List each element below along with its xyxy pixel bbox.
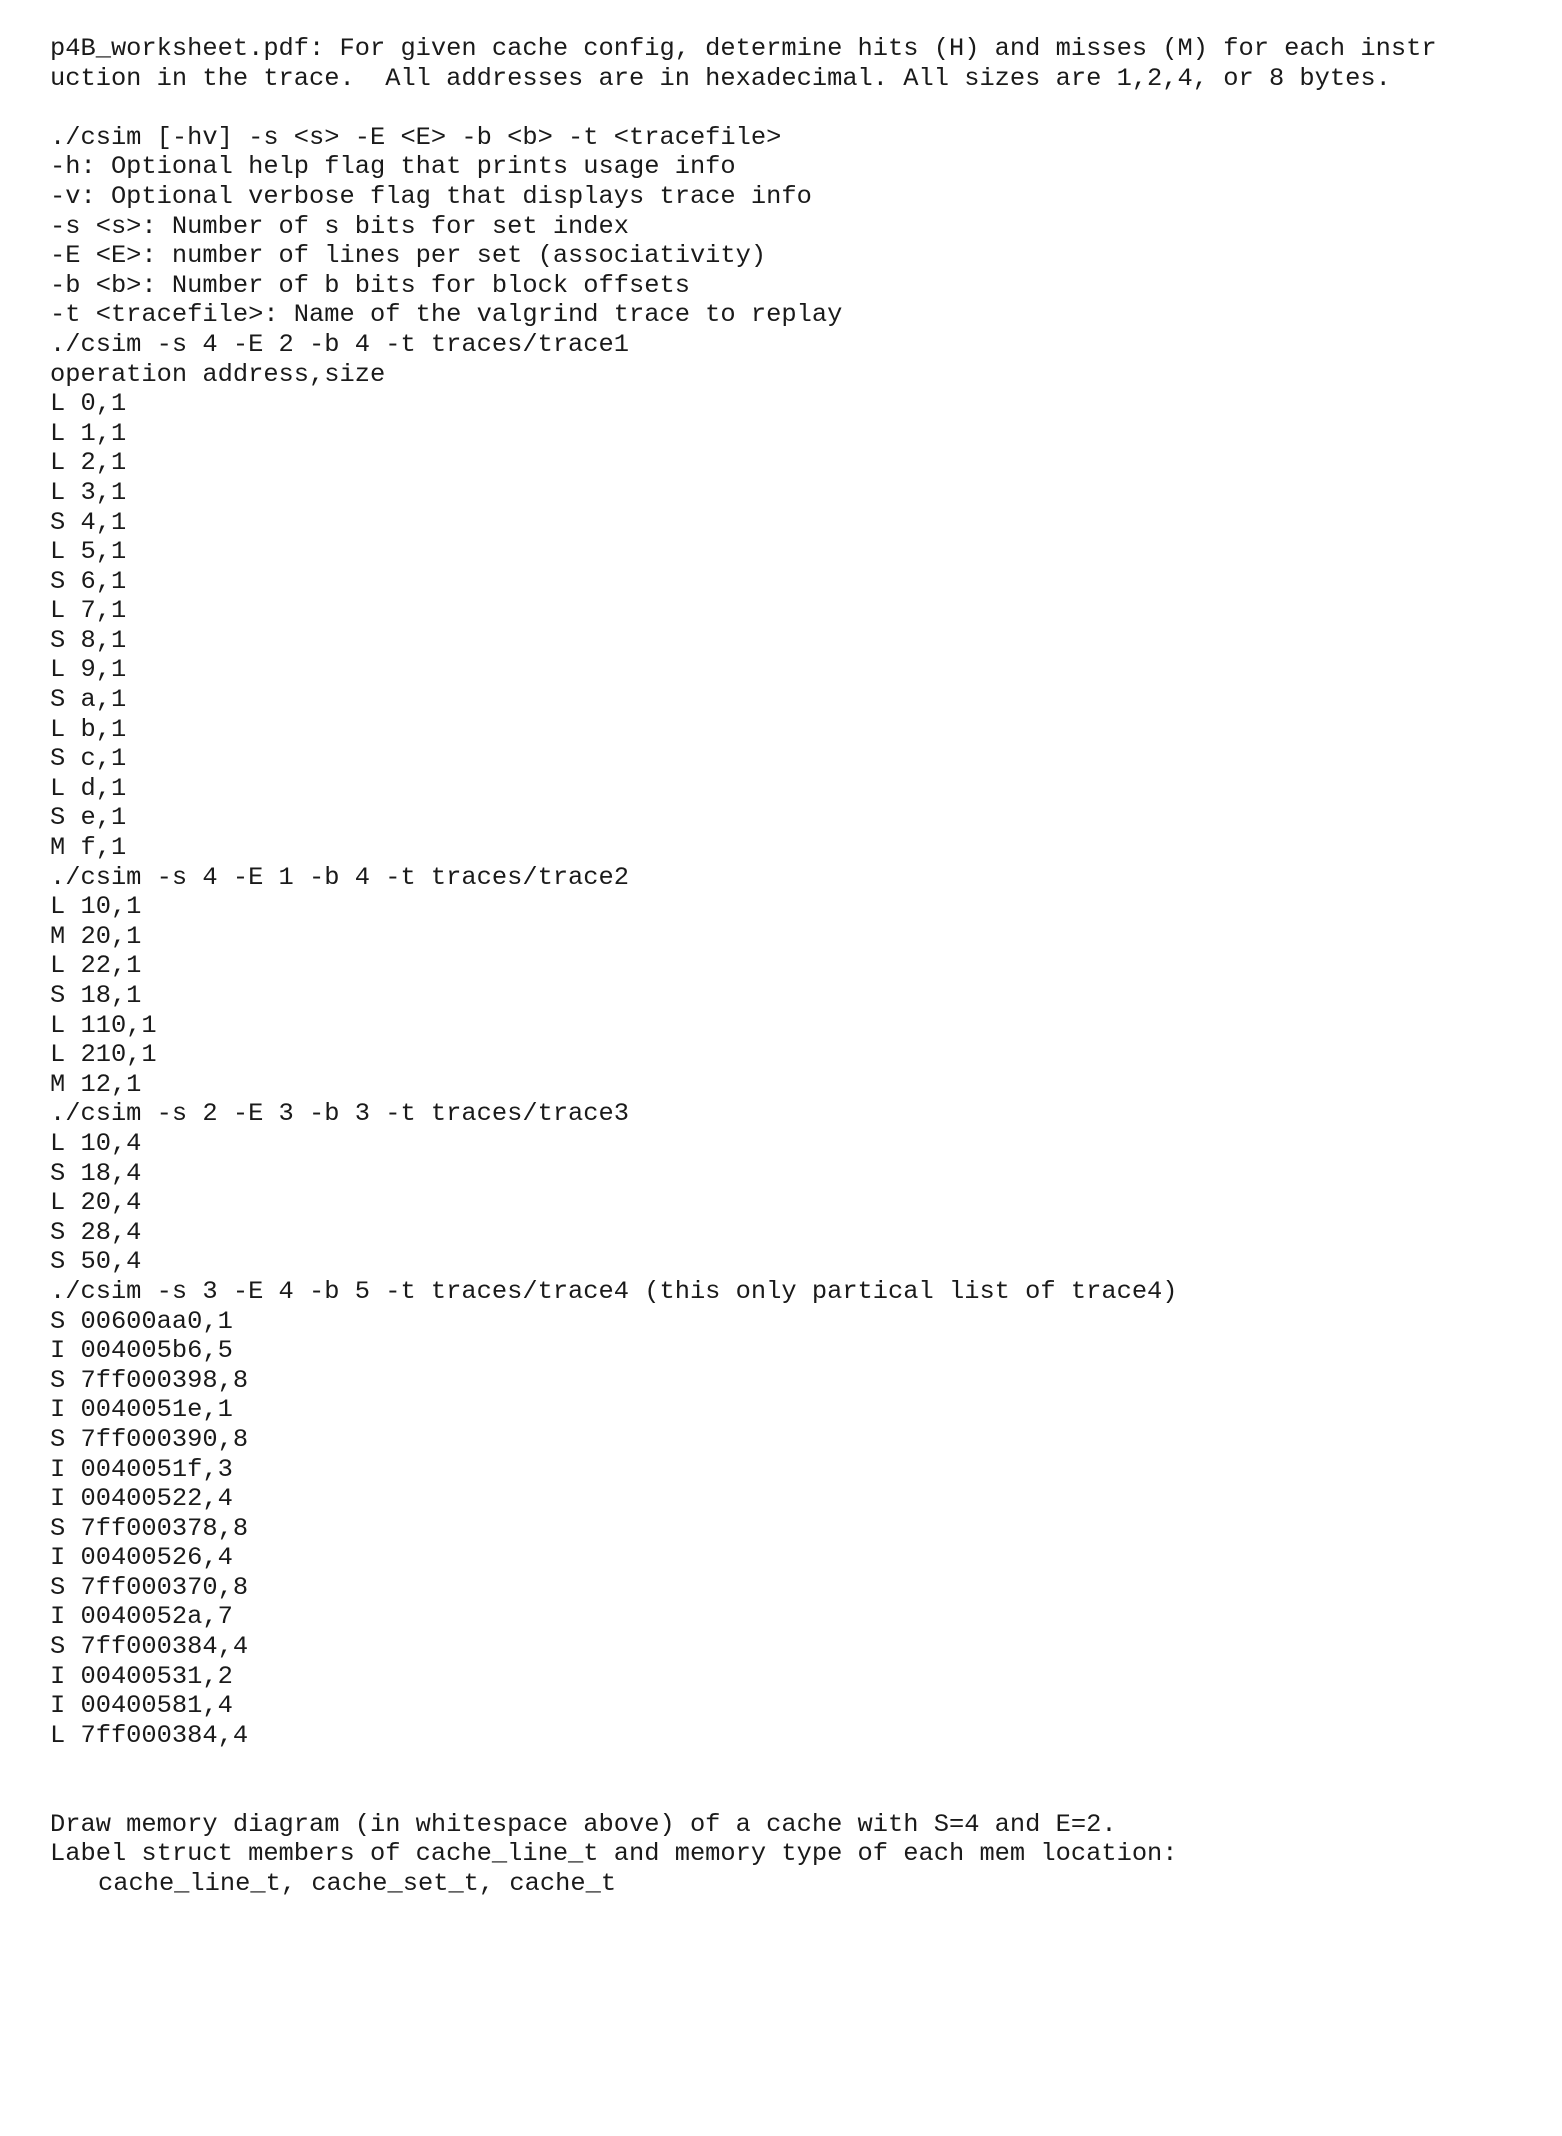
trace3-lines — [50, 1129, 1530, 1277]
trace-line: L 7,1 — [50, 596, 127, 626]
trace1-lines — [50, 389, 1530, 863]
trace-line: L 10,4 — [50, 1128, 142, 1158]
trace-line: S 28,4 — [50, 1217, 142, 1247]
usage-option-e: -E <E>: number of lines per set (associativity) — [50, 241, 767, 271]
trace-line: L 1,1 — [50, 418, 127, 448]
trace-line: L 20,4 — [50, 1188, 142, 1218]
trace-line: S 50,4 — [50, 1247, 142, 1277]
trace-line: I 00400522,4 — [50, 1484, 233, 1514]
spacer — [50, 1750, 1530, 1809]
usage-option-b: -b <b>: Number of b bits for block offsets — [50, 270, 690, 300]
diagram-instructions — [50, 1810, 1530, 1899]
intro-line: p4B_worksheet.pdf: For given cache config, determine hits (H) and misses (M) for each instr — [50, 34, 1437, 63]
trace3-block — [50, 1099, 1530, 1277]
trace-line: S e,1 — [50, 803, 127, 833]
trace-line: L b,1 — [50, 714, 127, 744]
trace-line: L 7ff000384,4 — [50, 1720, 249, 1750]
spacer — [50, 93, 1530, 123]
trace-line: M 12,1 — [50, 1069, 142, 1099]
usage-synopsis: ./csim [-hv] -s <s> -E <E> -b <b> -t <tracefile> — [50, 122, 782, 152]
diagram-instruction-line: Draw memory diagram (in whitespace above) of a cache with S=4 and E=2. — [50, 1809, 1117, 1839]
trace-line: L 5,1 — [50, 537, 127, 567]
usage-block — [50, 123, 1530, 330]
trace-line: S 8,1 — [50, 625, 127, 655]
trace4-lines — [50, 1307, 1530, 1751]
trace-line: S 00600aa0,1 — [50, 1306, 233, 1336]
trace-line: S 7ff000390,8 — [50, 1424, 249, 1454]
trace2-block — [50, 863, 1530, 1100]
trace1-block — [50, 330, 1530, 863]
trace-line: S c,1 — [50, 744, 127, 774]
trace-line: S 7ff000384,4 — [50, 1632, 249, 1662]
trace-line: S 6,1 — [50, 566, 127, 596]
diagram-instruction-line: Label struct members of cache_line_t and memory type of each mem location: — [50, 1839, 1178, 1869]
trace4-command: ./csim -s 3 -E 4 -b 5 -t traces/trace4 (this only partical list of trace4) — [50, 1276, 1178, 1306]
trace-line: S 18,1 — [50, 981, 142, 1010]
trace2-command: ./csim -s 4 -E 1 -b 4 -t traces/trace2 — [50, 862, 630, 892]
trace-line: L 0,1 — [50, 389, 127, 419]
usage-option-h: -h: Optional help flag that prints usage info — [50, 152, 736, 182]
trace4-block — [50, 1277, 1530, 1751]
trace-line: M 20,1 — [50, 921, 142, 951]
trace-line: I 00400581,4 — [50, 1691, 233, 1721]
trace-line: I 00400531,2 — [50, 1661, 233, 1691]
trace-line: L 9,1 — [50, 655, 127, 685]
trace-line: M f,1 — [50, 833, 127, 863]
trace1-command: ./csim -s 4 -E 2 -b 4 -t traces/trace1 — [50, 329, 630, 359]
trace-line: L 210,1 — [50, 1040, 157, 1070]
trace2-lines — [50, 892, 1530, 1099]
diagram-struct-list: cache_line_t, cache_set_t, cache_t — [98, 1868, 617, 1898]
trace-line: I 00400526,4 — [50, 1543, 233, 1573]
trace-header: operation address,size — [50, 359, 386, 389]
trace-line: S 4,1 — [50, 507, 127, 537]
worksheet-page — [50, 34, 1530, 1898]
trace-line: S 7ff000398,8 — [50, 1365, 249, 1395]
trace-line: I 004005b6,5 — [50, 1336, 233, 1366]
usage-option-s: -s <s>: Number of s bits for set index — [50, 211, 630, 241]
trace3-command: ./csim -s 2 -E 3 -b 3 -t traces/trace3 — [50, 1099, 630, 1129]
trace-line: S a,1 — [50, 685, 127, 715]
intro-line: uction in the trace. All addresses are in hexadecimal. All sizes are 1,2,4, or 8 bytes. — [50, 63, 1391, 93]
intro-block — [50, 34, 1530, 93]
usage-option-v: -v: Optional verbose flag that displays trace info — [50, 181, 812, 211]
trace-line: S 7ff000378,8 — [50, 1513, 249, 1543]
trace-line: L 110,1 — [50, 1010, 157, 1040]
trace-line: I 0040051e,1 — [50, 1395, 233, 1425]
usage-option-t: -t <tracefile>: Name of the valgrind trace to replay — [50, 300, 843, 330]
trace-line: S 7ff000370,8 — [50, 1572, 249, 1602]
trace-line: L 22,1 — [50, 951, 142, 981]
trace-line: L 10,1 — [50, 892, 142, 922]
trace-line: L 2,1 — [50, 448, 127, 478]
trace-line: I 0040051f,3 — [50, 1454, 233, 1484]
trace-line: S 18,4 — [50, 1158, 142, 1188]
trace-line: L 3,1 — [50, 477, 127, 507]
trace-line: I 0040052a,7 — [50, 1602, 233, 1632]
trace-line: L d,1 — [50, 773, 127, 803]
